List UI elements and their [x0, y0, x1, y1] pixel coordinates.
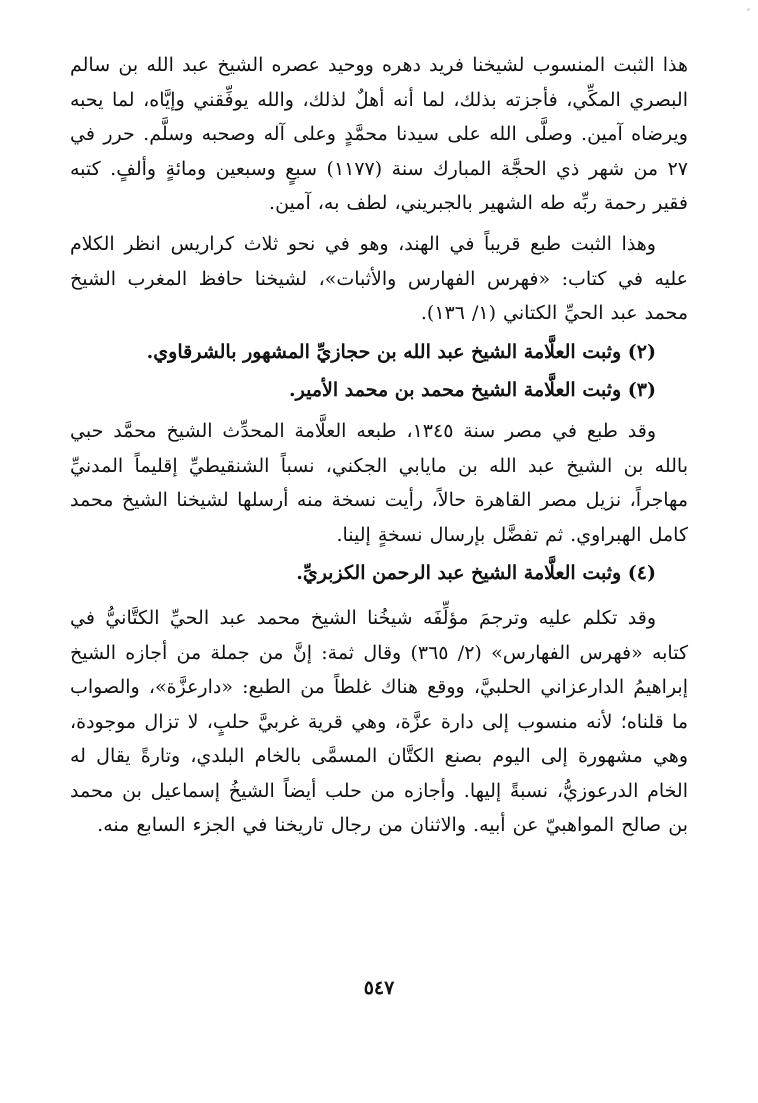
paragraph-thabat-basri: هذا الثبت المنسوب لشيخنا فريد دهره ووحيد عصره الشيخ عبد الله بن سالم البصري المكِّي، فأجزته بذلك، لما أنه أهلٌ لذلك، والله يوفِّقني وإيَّاه، لما يحبه ويرضاه آمين. وصلَّى الله على سيدنا محمَّدٍ وعلى آله وصحبه وسلَّم. حرر في ٢٧ من شهر ذي الحجَّة المبارك سنة (١١٧٧) سبعٍ وسبعين ومائةٍ وألفٍ. كتبه فقير رحمة ربِّه طه الشهير بالجبريني، لطف به، آمين. — [70, 54, 688, 215]
page-body — [70, 48, 688, 1048]
scan-speck — [747, 8, 750, 11]
paragraph-printing-egypt: وقد طبع في مصر سنة ١٣٤٥، طبعه العلَّامة المحدِّث الشيخ محمَّد حبي بالله بن الشيخ عبد الله بن مايابي الجكني، نسباً الشنقيطيِّ إقليماً المدنيِّ مهاجراً، نزيل مصر القاهرة حالاً، رأيت نسخة منه أرسلها لشيخنا الشيخ محمد كامل الهبراوي. ثم تفضَّل بإرسال نسخةٍ إلينا. — [70, 419, 688, 546]
paragraph-printing-india: وهذا الثبت طبع قريباً في الهند، وهو في نحو ثلاث كراريس انظر الكلام عليه في كتاب: «فهرس الفهارس والأثبات»، لشيخنا حافظ المغرب الشيخ محمد عبد الحيِّ الكتاني (١/ ١٣٦). — [70, 232, 688, 325]
paragraph-kattani-note: وقد تكلم عليه وترجمَ مؤلِّفَه شيخُنا الشيخ محمد عبد الحيِّ الكتَّانيُّ في كتابه «فهرس الفهارس» (٢/ ٣٦٥) وقال ثمة: إنَّ من جملة من أجازه الشيخ إبراهيمُ الدارعزاني الحلبيَّ، ووقع هناك غلطاً من الطبع: «دارعزَّة»، والصواب ما قلناه؛ لأنه منسوب إلى دارة عزَّة، وهي قرية غربيَّ حلبٍ، لا تزال موجودة، وهي مشهورة إلى اليوم بصنع الكتَّان المسمَّى بالخام البلدي، وتارةً يقال له الخام الدرعوزيُّ، نسبةً إليها. وأجازه من حلب أيضاً الشيخُ إسماعيل بن محمد بن صالح المواهبيّ عن أبيه. والاثنان من رجال تاريخنا في الجزء السابع منه. — [70, 606, 689, 837]
heading-thabat-kuzbari: (٤) وثبت العلَّامة الشيخ عبد الرحمن الكزبريِّ. — [296, 562, 656, 585]
page-number: ٥٤٧ — [363, 977, 395, 999]
heading-thabat-amir: (٣) وثبت العلَّامة الشيخ محمد بن محمد الأمير. — [289, 379, 656, 402]
heading-thabat-sharqawi: (٢) وثبت العلَّامة الشيخ عبد الله بن حجازيِّ المشهور بالشرقاوي. — [146, 340, 656, 363]
